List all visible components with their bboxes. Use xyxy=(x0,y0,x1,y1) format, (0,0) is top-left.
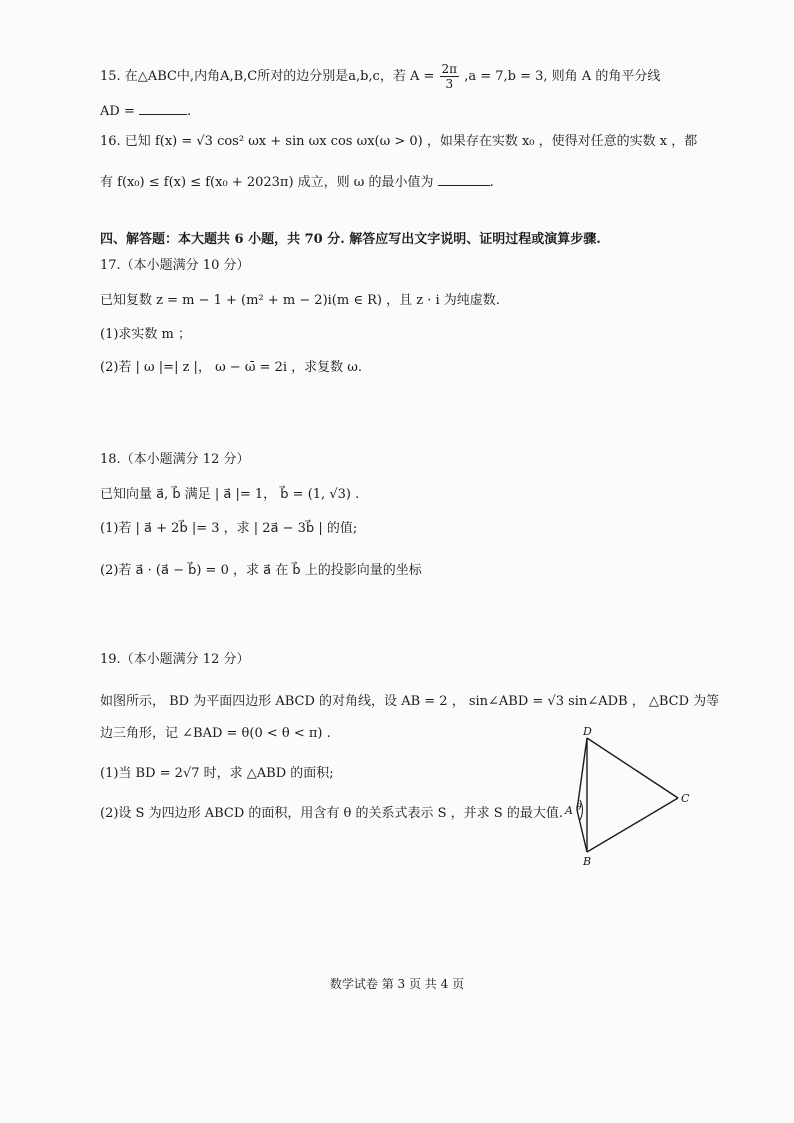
q15-frac-num: 2π xyxy=(441,62,458,76)
q15-ad-label: AD = xyxy=(100,104,135,119)
q16-line1: 16. 已知 f(x) = √3 cos² ωx + sin ωx cos ωx(ω > 0) ，如果存在实数 x₀ ，使得对任意的实数 x ，都 xyxy=(100,134,698,149)
quadrilateral-figure xyxy=(550,720,710,870)
q15-line1 xyxy=(100,62,660,91)
q15-frac-den: 3 xyxy=(445,77,454,91)
edge-dc xyxy=(587,738,678,798)
q16-text: 有 f(x₀) ≤ f(x) ≤ f(x₀ + 2023π) 成立，则 ω 的最小值为 xyxy=(100,175,434,190)
q17-part1: (1)求实数 m ； xyxy=(100,327,192,342)
q19-part2: (2)设 S 为四边形 ABCD 的面积，用含有 θ 的关系式表示 S ，并求 S 的最大值. xyxy=(100,806,563,821)
label-a: A xyxy=(565,804,573,817)
label-b: B xyxy=(583,855,592,868)
section-4-heading: 四、解答题：本大题共 6 小题，共 70 分. 解答应写出文字说明、证明过程或演算步骤. xyxy=(100,232,601,247)
q17-stem: 已知复数 z = m − 1 + (m² + m − 2)i(m ∈ R) ，且 z · i 为纯虚数. xyxy=(100,293,500,308)
q15-text-b: ,a = 7,b = 3, 则角 A 的角平分线 xyxy=(464,69,661,84)
q18-part1: (1)若 | a⃗ + 2b⃗ |= 3 ，求 | 2a⃗ − 3b⃗ | 的值; xyxy=(100,521,358,536)
q17-part2: (2)若 | ω |=| z |， ω − ω̄ = 2i ，求复数 ω. xyxy=(100,360,363,375)
q16-line2: 有 f(x₀) ≤ f(x) ≤ f(x₀ + 2023π) 成立，则 ω 的最小值为 . xyxy=(100,175,494,190)
q18-stem: 已知向量 a⃗, b⃗ 满足 | a⃗ |= 1， b⃗ = (1, √3) . xyxy=(100,487,360,502)
q19-part1: (1)当 BD = 2√7 时，求 △ABD 的面积; xyxy=(100,766,334,781)
q16-answer-blank[interactable] xyxy=(438,173,490,186)
label-theta: θ xyxy=(576,803,582,813)
q18-part2: (2)若 a⃗ · (a⃗ − b⃗) = 0 ，求 a⃗ 在 b⃗ 上的投影向量的坐标 xyxy=(100,563,422,578)
edge-cb xyxy=(587,798,678,852)
q17-title: 17.（本小题满分 10 分） xyxy=(100,258,250,273)
q18-title: 18.（本小题满分 12 分） xyxy=(100,452,250,467)
q15-line2: AD = . xyxy=(100,104,192,119)
q19-title: 19.（本小题满分 12 分） xyxy=(100,652,250,667)
page-footer: 数学试卷 第 3 页 共 4 页 xyxy=(329,977,465,991)
label-d: D xyxy=(583,725,592,738)
q15-answer-blank[interactable] xyxy=(139,102,187,115)
label-c: C xyxy=(681,792,690,805)
q19-stem-line1: 如图所示， BD 为平面四边形 ABCD 的对角线，设 AB = 2 ， sin∠ABD = √3 sin∠ADB ， △BCD 为等 xyxy=(100,694,720,709)
q15-text-a: 15. 在△ABC中,内角A,B,C所对的边分别是a,b,c，若 A = xyxy=(100,69,435,84)
q15-fraction xyxy=(440,62,460,91)
q19-stem-line2: 边三角形，记 ∠BAD = θ(0 < θ < π) . xyxy=(100,726,331,741)
edge-da xyxy=(577,738,587,810)
